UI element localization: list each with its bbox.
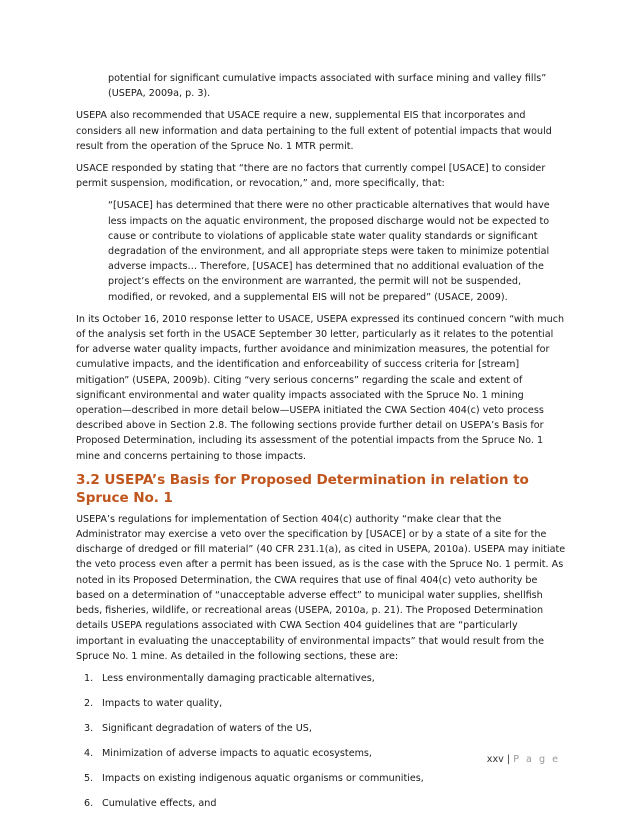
- list-item-number: 5.: [84, 772, 94, 784]
- list-item-number: 2.: [84, 697, 94, 709]
- criteria-list: [76, 671, 568, 811]
- section-heading: 3.2 USEPA’s Basis for Proposed Determination in relation to Spruce No. 1: [76, 471, 529, 506]
- list-item-text: Minimization of adverse impacts to aquatic ecosystems,: [102, 747, 372, 759]
- paragraph-1: USEPA also recommended that USACE require a new, supplemental EIS that incorporates and considers all new information and data pertaining to the full extent of potential impacts that would result from the operation of the Spruce No. 1 MTR permit.: [76, 110, 552, 152]
- list-item-text: Cumulative effects, and: [102, 797, 217, 809]
- list-item-text: Impacts on existing indigenous aquatic organisms or communities,: [102, 772, 424, 784]
- footer-separator: |: [506, 754, 511, 765]
- list-item-number: 3.: [84, 722, 94, 734]
- list-item-text: Less environmentally damaging practicable alternatives,: [102, 672, 375, 684]
- list-item: [76, 671, 568, 686]
- list-item: [76, 771, 568, 786]
- list-item-text: Impacts to water quality,: [102, 697, 223, 709]
- block-quote-top: potential for significant cumulative impacts associated with surface mining and valley fills” (USEPA, 2009a, p. 3).: [108, 73, 547, 100]
- paragraph-4: USEPA’s regulations for implementation of Section 404(c) authority “make clear that the Administrator may exercise a veto over the specification by [USACE] or by a state of a site for the discharge of dredged or fill material” (40 CFR 231.1(a), as cited in USEPA, 2010a). USEPA may initiate the veto process even after a permit has been issued, as is the case with the Spruce No. 1 permit. As noted in its Proposed Determination, the CWA requires that use of final 404(c) veto authority be based on a determination of “unacceptable adverse effect” to municipal water supplies, shellfish beds, fisheries, wildlife, or recreational areas (USEPA, 2010a, p. 21). The Proposed Determination details USEPA regulations associated with CWA Section 404 guidelines that are “particularly important in evaluating the unacceptability of environmental impacts” that would result from the Spruce No. 1 mine. As detailed in the following sections, these are:: [76, 513, 566, 662]
- page-footer: [0, 754, 560, 765]
- list-item: [76, 796, 568, 811]
- list-item: [76, 696, 568, 711]
- list-item-number: 6.: [84, 797, 94, 809]
- page-number: xxv: [486, 754, 504, 765]
- list-item-text: Significant degradation of waters of the US,: [102, 722, 312, 734]
- list-item-number: 1.: [84, 672, 94, 684]
- paragraph-2: USACE responded by stating that “there are no factors that currently compel [USACE] to consider permit suspension, modification, or revocation,” and, more specifically, that:: [76, 163, 546, 190]
- page-label: P a g e: [513, 754, 560, 765]
- list-item: [76, 721, 568, 736]
- list-item-number: 4.: [84, 747, 94, 759]
- page-content: [76, 71, 568, 821]
- block-quote-usace: “[USACE] has determined that there were no other practicable alternatives that would have less impacts on the aquatic environment, the proposed discharge would not be expected to cause or contribute to violations of applicable state water quality standards or significant degradation of the environment, and all appropriate steps were taken to minimize potential adverse impacts… Therefore, [USACE] has determined that no additional evaluation of the project’s effects on the environment are warranted, the permit will not be suspended, modified, or revoked, and a supplemental EIS will not be prepared” (USACE, 2009).: [108, 200, 550, 303]
- paragraph-3: In its October 16, 2010 response letter to USACE, USEPA expressed its continued concern “with much of the analysis set forth in the USACE September 30 letter, particularly as it relates to the potential for adverse water quality impacts, further avoidance and minimization measures, the potential for cumulative impacts, and the identification and enforceability of success criteria for [stream] mitigation” (USEPA, 2009b). Citing “very serious concerns” regarding the scale and extent of significant environmental and water quality impacts associated with the Spruce No. 1 mining operation—described in more detail below—USEPA initiated the CWA Section 404(c) veto process described above in Section 2.8. The following sections provide further detail on USEPA’s Basis for Proposed Determination, including its assessment of the potential impacts from the Spruce No. 1 mine and concerns pertaining to those impacts.: [76, 313, 565, 462]
